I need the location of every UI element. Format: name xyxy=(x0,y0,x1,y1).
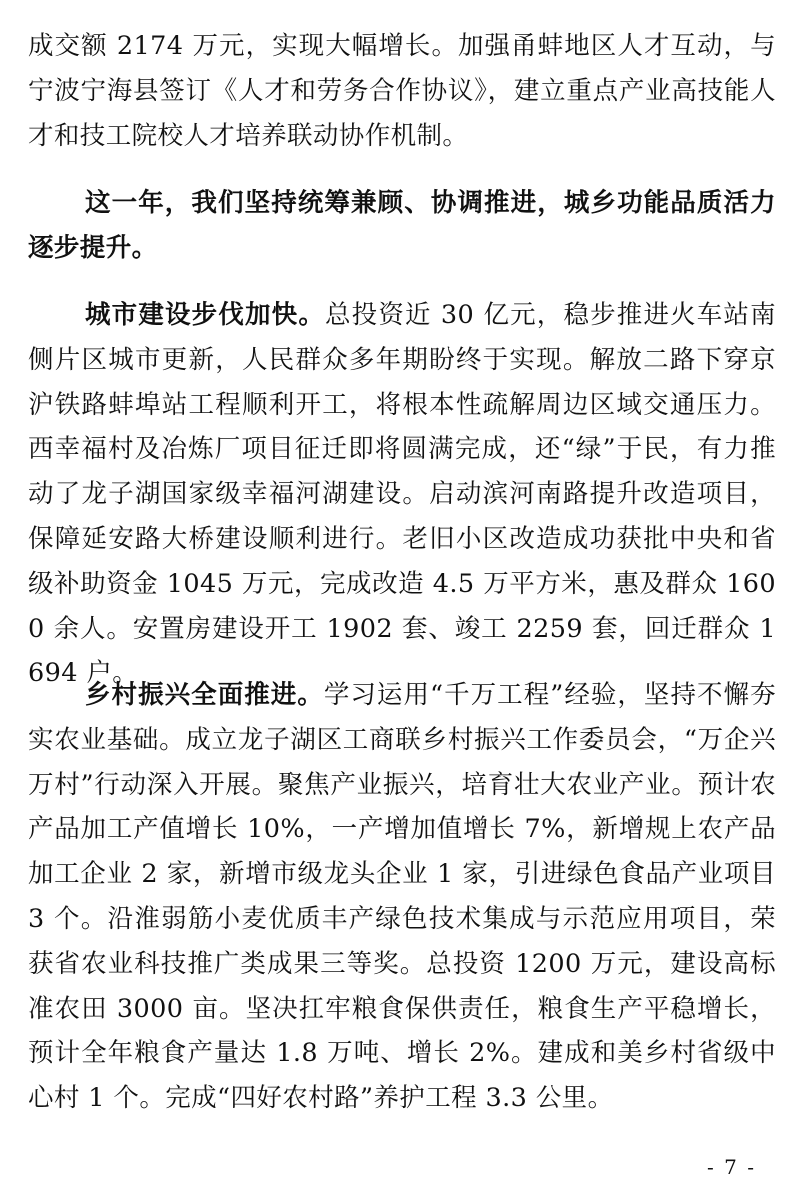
paragraph-text: 成交额 2174 万元，实现大幅增长。加强甬蚌地区人才互动，与宁波宁海县签订《人才和劳务合作协议》，建立重点产业高技能人才和技工院校人才培养联动协作机制。 xyxy=(28,31,776,151)
paragraph-urban-construction xyxy=(28,293,776,696)
paragraph-text: 学习运用“千万工程”经验，坚持不懈夯实农业基础。成立龙子湖区工商联乡村振兴工作委员会，“万企兴万村”行动深入开展。聚焦产业振兴，培育壮大农业产业。预计农产品加工产值增长 10%，一产增加值增长 7%，新增规上农产品加工企业 2 家，新增市级龙头企业 1 家，引进绿色食品产业项目 3 个。沿淮弱筋小麦优质丰产绿色技术集成与示范应用项目，荣获省农业科技推广类成果三等奖。总投资 1200 万元，建设高标准农田 3000 亩。坚决扛牢粮食保供责任，粮食生产平稳增长，预计全年粮食产量达 1.8 万吨、增长 2%。建成和美乡村省级中心村 1 个。完成“四好农村路”养护工程 3.3 公里。 xyxy=(28,680,776,1114)
heading-text: 这一年，我们坚持统筹兼顾、协调推进，城乡功能品质活力逐步提升。 xyxy=(28,188,776,263)
paragraph-lead-rural-revitalization: 乡村振兴全面推进。 xyxy=(85,680,324,710)
paragraph-lead-urban-construction: 城市建设步伐加快。 xyxy=(85,300,325,330)
page-number: - 7 - xyxy=(707,1155,756,1179)
paragraph-text: 总投资近 30 亿元，稳步推进火车站南侧片区城市更新，人民群众多年期盼终于实现。解放二路下穿京沪铁路蚌埠站工程顺利开工，将根本性疏解周边区域交通压力。西幸福村及冶炼厂项目征迁即将圆满完成，还“绿”于民，有力推动了龙子湖国家级幸福河湖建设。启动滨河南路提升改造项目，保障延安路大桥建设顺利进行。老旧小区改造成功获批中央和省级补助资金 1045 万元，完成改造 4.5 万平方米，惠及群众 1600 余人。安置房建设开工 1902 套、竣工 2259 套，回迁群众 1694 户。 xyxy=(28,300,776,689)
paragraph-talent-cooperation xyxy=(28,24,776,158)
paragraph-rural-revitalization xyxy=(28,673,776,1121)
section-heading-urban-rural xyxy=(28,181,776,271)
